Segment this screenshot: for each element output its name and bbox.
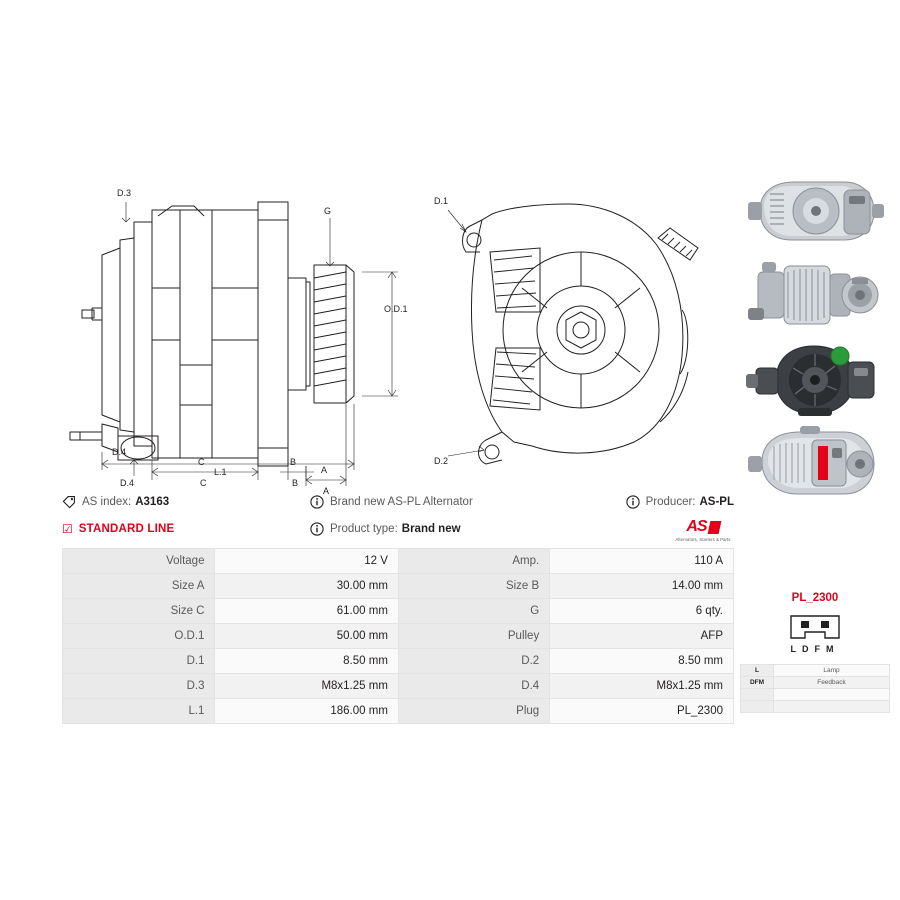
producer-value: AS-PL (699, 496, 734, 508)
label-d1: D.1 (434, 196, 449, 206)
spec-key: Amp. (398, 549, 549, 574)
spec-value: 8.50 mm (550, 649, 734, 674)
aspl-bar-icon (707, 521, 721, 534)
spec-value: AFP (550, 624, 734, 649)
info-block (62, 492, 734, 546)
info-icon-3 (310, 522, 324, 536)
spec-value: 14.00 mm (550, 574, 734, 599)
aspl-logo (672, 518, 734, 542)
spec-value: 12 V (215, 549, 398, 574)
plug-legend-pin-blank (741, 701, 774, 713)
label-a2: A (321, 465, 328, 475)
product-type (310, 522, 590, 536)
product-type-label: Product type: (330, 523, 398, 535)
spec-key: Pulley (398, 624, 549, 649)
spec-value: 6 qty. (550, 599, 734, 624)
plug-legend-desc: Lamp (774, 665, 890, 677)
plug-legend-row-blank (741, 689, 890, 701)
plug-legend-pin: DFM (741, 677, 774, 689)
label-d4-v: D.4 (120, 478, 135, 488)
plug-block (740, 592, 890, 713)
plug-legend-row (741, 665, 890, 677)
table-row (63, 549, 734, 574)
as-index-value: A3163 (135, 496, 170, 508)
table-row (63, 699, 734, 724)
product-type-value: Brand new (401, 523, 461, 535)
label-a: A (323, 486, 330, 496)
producer (590, 495, 734, 509)
plug-pin-labels (740, 644, 890, 654)
as-index (62, 495, 310, 509)
tag-icon (62, 495, 76, 509)
label-l1: L.1 (214, 467, 227, 477)
plug-title: PL_2300 (791, 592, 839, 604)
alternator-photo-1[interactable] (740, 170, 890, 252)
spec-value: 8.50 mm (215, 649, 398, 674)
plug-legend-table (740, 664, 890, 713)
spec-key: Size B (398, 574, 549, 599)
product-photos (740, 170, 890, 506)
spec-key: D.1 (63, 649, 215, 674)
aspl-mark: AS (686, 518, 707, 535)
brand-new-info (310, 495, 590, 509)
label-d3: D.3 (117, 188, 132, 198)
spec-value: M8x1.25 mm (215, 674, 398, 699)
plug-legend-desc-blank (774, 701, 890, 713)
spec-key: Size A (63, 574, 215, 599)
plug-legend-desc-blank (774, 689, 890, 701)
info-icon (310, 495, 324, 509)
info-row-1 (62, 492, 734, 512)
label-d2: D.2 (434, 456, 449, 466)
label-od1: O.D.1 (384, 304, 408, 314)
producer-label: Producer: (645, 496, 696, 508)
table-row (63, 599, 734, 624)
aspl-subtitle: Alternators, Starters & Parts (675, 537, 731, 542)
plug-legend-pin-blank (741, 689, 774, 701)
label-b2: B (290, 457, 297, 467)
alternator-drawing (62, 160, 732, 496)
spec-value: 50.00 mm (215, 624, 398, 649)
spec-key: D.4 (398, 674, 549, 699)
spec-value: 186.00 mm (215, 699, 398, 724)
spec-key: Size C (63, 599, 215, 624)
plug-legend-pin: L (741, 665, 774, 677)
standard-line-label: STANDARD LINE (78, 523, 175, 535)
info-row-2 (62, 519, 734, 539)
plug-pin-right: DFM (802, 644, 840, 654)
label-c: C (200, 478, 207, 488)
specifications-table (62, 548, 734, 724)
brand-new-text: Brand new AS-PL Alternator (330, 496, 473, 508)
plug-legend-row (741, 677, 890, 689)
spec-value: 61.00 mm (215, 599, 398, 624)
alternator-photo-3[interactable] (740, 338, 890, 420)
spec-key: D.3 (63, 674, 215, 699)
spec-key: L.1 (63, 699, 215, 724)
table-row (63, 624, 734, 649)
spec-key: Plug (398, 699, 549, 724)
table-row (63, 674, 734, 699)
table-row (63, 574, 734, 599)
standard-line-badge (62, 522, 310, 536)
alternator-photo-2[interactable] (740, 254, 890, 336)
spec-key: G (398, 599, 549, 624)
as-index-label: AS index: (82, 496, 132, 508)
alternator-photo-4[interactable] (740, 422, 890, 504)
plug-legend-row-blank (741, 701, 890, 713)
spec-key: D.2 (398, 649, 549, 674)
spec-value: 30.00 mm (215, 574, 398, 599)
label-d4: D.4 (112, 447, 127, 457)
spec-value: M8x1.25 mm (550, 674, 734, 699)
label-c2: C (198, 457, 205, 467)
spec-value: PL_2300 (550, 699, 734, 724)
spec-key: O.D.1 (63, 624, 215, 649)
plug-icon (785, 612, 845, 642)
label-b: B (292, 478, 299, 488)
checkbox-icon: ☑ (62, 522, 73, 536)
technical-drawings (62, 160, 732, 496)
spec-key: Voltage (63, 549, 215, 574)
label-g: G (324, 206, 332, 216)
table-row (63, 649, 734, 674)
plug-pin-left: L (790, 644, 802, 654)
spec-value: 110 A (550, 549, 734, 574)
plug-legend-desc: Feedback (774, 677, 890, 689)
info-icon-2 (626, 495, 640, 509)
